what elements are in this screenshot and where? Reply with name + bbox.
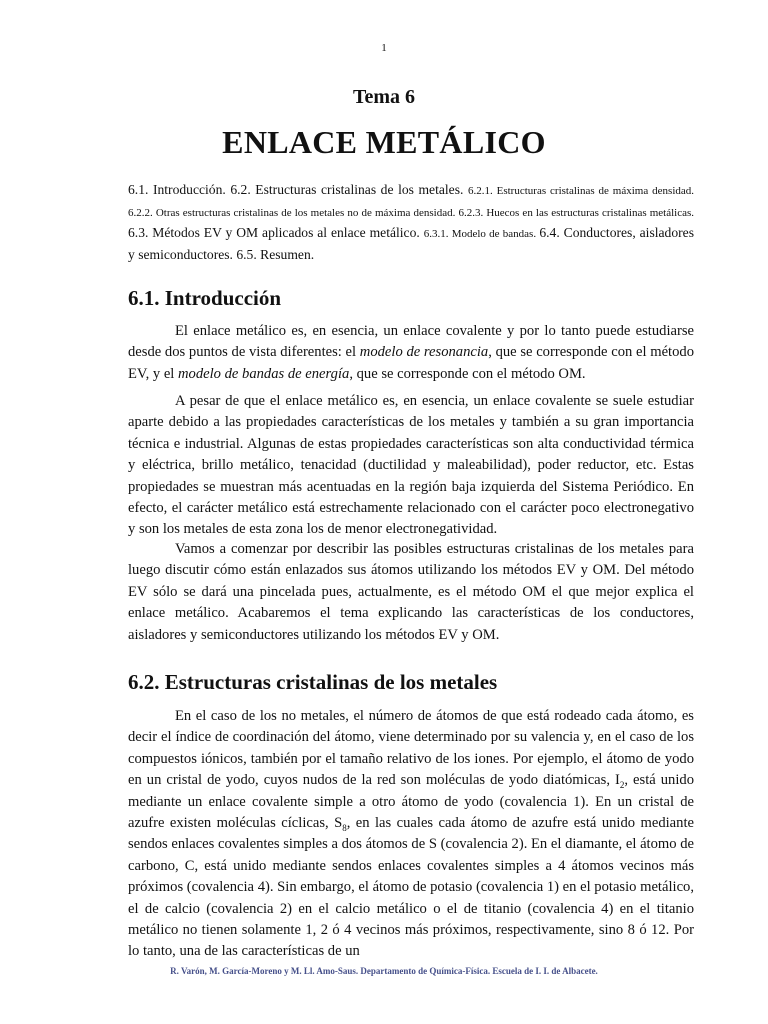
text-run: , que se corresponde con el método EV, y el [128, 344, 695, 382]
toc-item: 6.3.1. Modelo de bandas. [423, 228, 540, 240]
subscript: 2 [619, 780, 625, 791]
toc-item: 6.4. Conductores, aisladores y semiconductores. [128, 225, 694, 262]
section-heading-introduccion: 6.1. Introducción [128, 286, 282, 310]
toc-item: 6.2.3. Huecos en las estructuras cristalinas metálicas. [458, 206, 694, 219]
toc-item: 6.2.2. Otras estructuras cristalinas de los metales no de máxima densidad. [128, 206, 459, 219]
toc-item: 6.1. Introducción. [128, 182, 231, 197]
table-of-contents [128, 180, 694, 264]
subscript: 8 [342, 822, 347, 833]
section-heading-estructuras: 6.2. Estructuras cristalinas de los metales [128, 670, 498, 694]
text-run: , está unido mediante un enlace covalente simple a otro átomo de yodo (covalencia 1). En un cristal de azufre existen moléculas cíclicas, S [128, 772, 694, 832]
page-footer: R. Varón, M. García-Moreno y M. Ll. Amo-Saus. Departamento de Química-Física. Escuela de I. I. de Albacete. [170, 966, 598, 976]
toc-item: 6.3. Métodos EV y OM aplicados al enlace metálico. [128, 225, 424, 240]
chapter-label: Tema 6 [352, 86, 416, 108]
text-run: , en las cuales cada átomo de azufre está unido mediante sendos enlaces covalentes simples a dos átomos de S (covalencia 2). En el diamante, el átomo de carbono, C, está unido mediante sendos enlaces covalentes simples a 4 átomos vecinos más próximos (covalencia 4). Sin embargo, el átomo de potasio (covalencia 1) en el potasio metálico, el de calcio (covalencia 2) en el calcio metálico o el de titanio (covalencia 4) en el titanio metálico no tienen solamente 1, 2 ó 4 vecinos más próximos, respectivamente, sino 8 ó 12. Por lo tanto, una de las características de un [128, 815, 694, 960]
page-number: 1 [381, 42, 387, 54]
emphasis-text: modelo de resonancia [359, 344, 489, 361]
paragraph [128, 321, 694, 385]
text-run: , que se corresponde con el método OM. [349, 365, 586, 382]
text-run: El enlace metálico es, en esencia, un enlace covalente y por lo tanto puede estudiarse desde dos puntos de vista diferentes: el [128, 323, 694, 361]
toc-item: 6.5. Resumen. [236, 246, 315, 262]
text-run: En el caso de los no metales, el número de átomos de que está rodeado cada átomo, es decir el índice de coordinación del átomo, viene determinado por su valencia y, en el caso de los compuestos iónicos, también por el tamaño relativo de los iones. Por ejemplo, el átomo de yodo en un cristal de yodo, cuyos nudos de la red son moléculas de yodo diatómicas, I [128, 708, 694, 789]
paragraph [128, 706, 694, 963]
paragraph: A pesar de que el enlace metálico es, en esencia, un enlace covalente se suele estudiar aparte debido a las propiedades características de los metales y también a su gran importancia técnica e industrial. Algunas de estas propiedades características son alta conductividad térmica y eléctrica, brillo metálico, tenacidad (ductilidad y maleabilidad), poder reductor, etc. Estas propiedades se muestran más acentuadas en la región baja izquierda del Sistema Periódico. En efecto, el carácter metálico está estrechamente relacionado con el carácter poco electronegativo y son los metales de esta zona los de menor electronegatividad. [128, 393, 694, 538]
toc-item: 6.2.1. Estructuras cristalinas de máxima densidad. [467, 185, 695, 197]
emphasis-text: modelo de bandas de energía [178, 365, 350, 382]
document-title: ENLACE METÁLICO [222, 124, 546, 160]
toc-item: 6.2. Estructuras cristalinas de los metales. [230, 182, 468, 197]
paragraph: Vamos a comenzar por describir las posibles estructuras cristalinas de los metales para luego discutir cómo están enlazados sus átomos utilizando los métodos EV y OM. Del método EV sólo se dará una pincelada pues, actualmente, es el método OM el que mejor explica el enlace metálico. Acabaremos el tema explicando las características de los conductores, aisladores y semiconductores utilizando los métodos EV y OM. [128, 541, 694, 643]
